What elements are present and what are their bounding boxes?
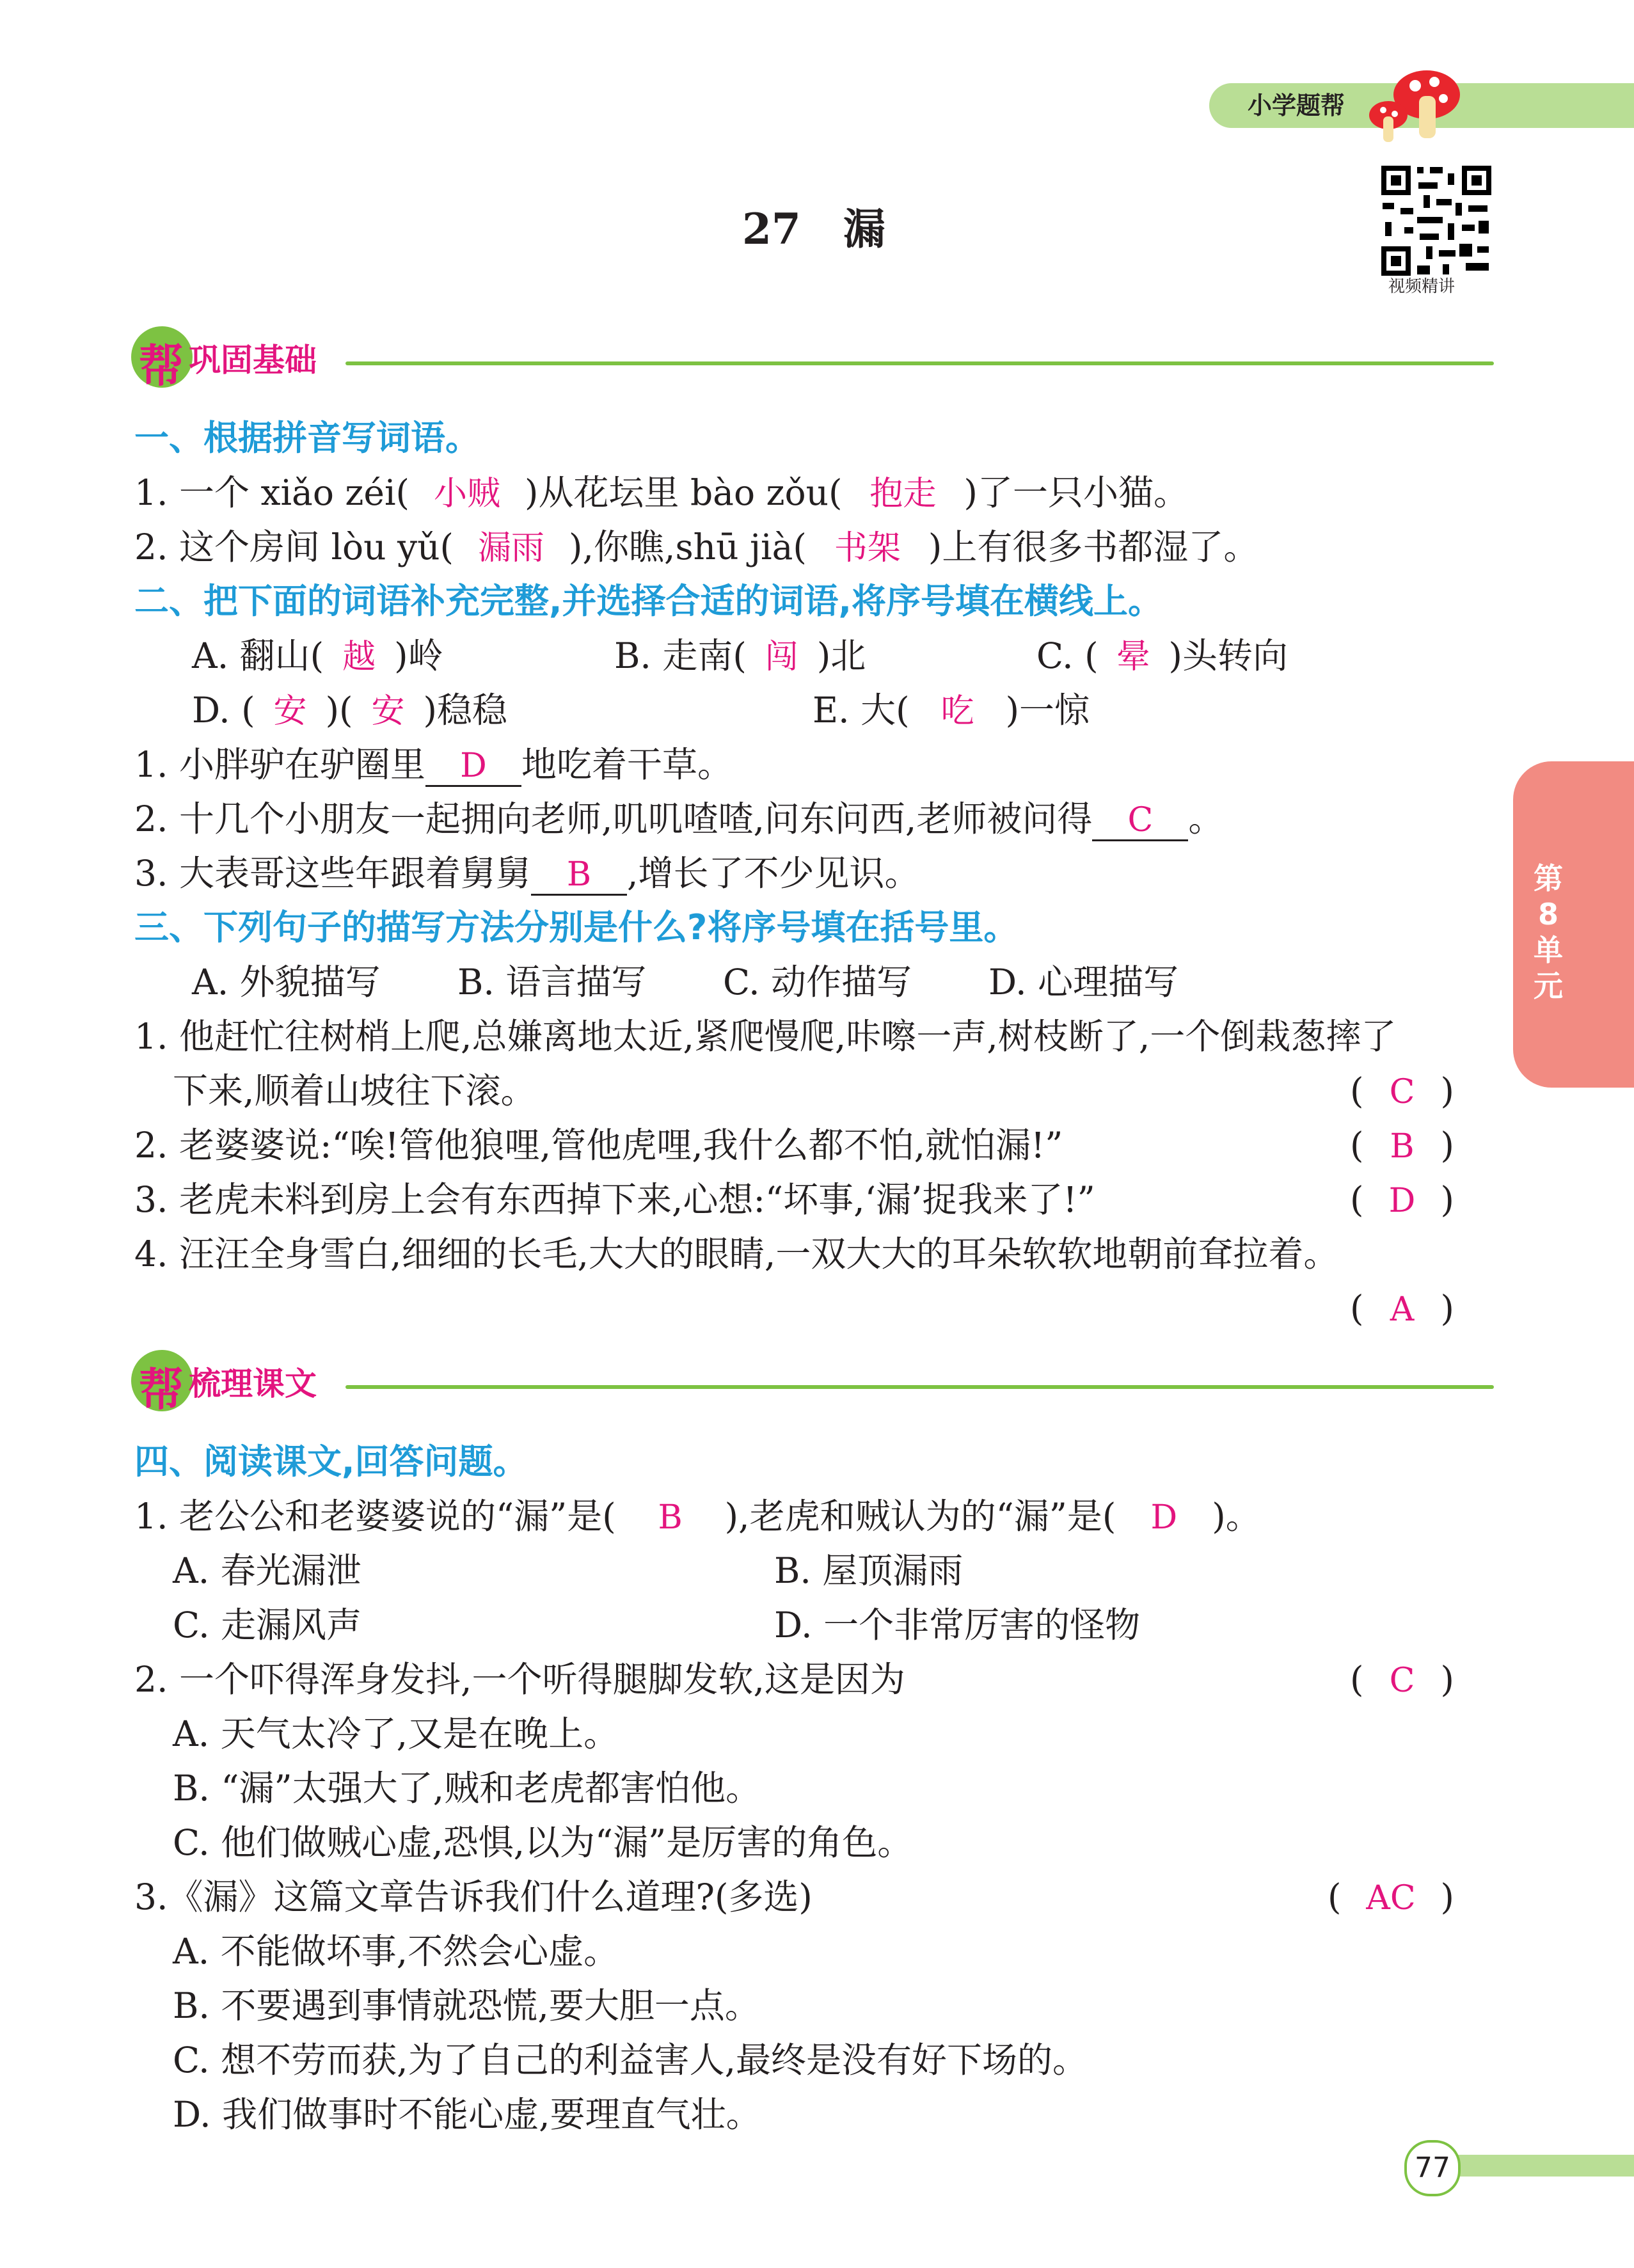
q3-option-c: C. 动作描写 xyxy=(723,962,912,1003)
q3-option-d: D. 心理描写 xyxy=(988,962,1179,1003)
answer: 晕 xyxy=(1116,638,1150,676)
page-title: 27 漏 xyxy=(742,204,885,254)
q4-1-option-c: C. 走漏风声 xyxy=(173,1605,362,1645)
q4-answer-3: ( AC ) xyxy=(1328,1875,1454,1921)
section-divider xyxy=(345,1385,1494,1389)
q2-option-c: C. ( 晕 )头转向 xyxy=(1036,633,1288,679)
answer: 安 xyxy=(371,692,405,731)
answer: D xyxy=(1388,1182,1416,1220)
q3-option-b: B. 语言描写 xyxy=(457,962,647,1003)
q4-3-option-c: C. 想不劳而获,为了自己的利益害人,最终是没有好下场的。 xyxy=(173,2040,1088,2081)
answer: A xyxy=(1390,1290,1415,1329)
answer: D xyxy=(1150,1498,1178,1537)
answer-blank: C xyxy=(1092,801,1188,841)
q3-item-1: 1. 他赶忙往树梢上爬,总嫌离地太近,紧爬慢爬,咔嚓一声,树枝断了,一个倒栽葱摔了 xyxy=(134,1016,1397,1057)
page-number: 77 xyxy=(1404,2140,1461,2196)
answer: 安 xyxy=(273,692,307,731)
q1-item-2: 2. 这个房间 lòu yǔ( 漏雨 ),你瞧,shū jià( 书架 )上有很多书都湿了。 xyxy=(134,525,1258,571)
q4-answer-2: ( C ) xyxy=(1350,1657,1454,1703)
q4-2-option-c: C. 他们做贼心虚,恐惧,以为“漏”是厉害的角色。 xyxy=(173,1822,913,1863)
section-divider xyxy=(345,361,1494,365)
q3-option-a: A. 外貌描写 xyxy=(192,962,381,1003)
section-title-review: 梳理课文 xyxy=(189,1365,317,1402)
answer: B xyxy=(658,1498,683,1537)
q2-sentence-1: 1. 小胖驴在驴圈里 D 地吃着干草。 xyxy=(134,742,733,787)
answer: 吃 xyxy=(940,692,974,731)
q4-2-option-b: B. “漏”太强大了,贼和老虎都害怕他。 xyxy=(173,1768,761,1809)
footer-bar xyxy=(1440,2155,1634,2177)
answer: 越 xyxy=(342,638,376,676)
section-badge-review: 帮 xyxy=(131,1350,193,1411)
q4-item-2: 2. 一个吓得浑身发抖,一个听得腿脚发软,这是因为 xyxy=(134,1659,905,1700)
q3-answer-1: ( C ) xyxy=(1350,1068,1454,1114)
q4-heading: 四、阅读课文,回答问题。 xyxy=(134,1441,528,1482)
q3-item-1-cont: 下来,顺着山坡往下滚。 xyxy=(173,1070,536,1111)
answer: 抱走 xyxy=(869,475,937,513)
q4-1-option-a: A. 春光漏泄 xyxy=(173,1550,361,1591)
q2-sentence-2: 2. 十几个小朋友一起拥向老师,叽叽喳喳,问东问西,老师被问得 C 。 xyxy=(134,797,1223,841)
q2-option-d: D. ( 安 )( 安 )稳稳 xyxy=(192,688,507,734)
q3-answer-2: ( B ) xyxy=(1350,1123,1454,1169)
qr-code[interactable] xyxy=(1379,163,1494,278)
q4-1-option-d: D. 一个非常厉害的怪物 xyxy=(774,1605,1141,1645)
section-title-consolidate: 巩固基础 xyxy=(189,342,317,379)
unit-tab-label: 第 8 单 元 xyxy=(1534,861,1563,1003)
answer: C xyxy=(1389,1073,1415,1111)
mushroom-logo xyxy=(1363,56,1465,146)
q3-heading: 三、下列句子的描写方法分别是什么?将序号填在括号里。 xyxy=(134,907,1019,948)
q4-item-1: 1. 老公公和老婆婆说的“漏”是( B ),老虎和贼认为的“漏”是( D )。 xyxy=(134,1494,1261,1540)
q2-sentence-3: 3. 大表哥这些年跟着舅舅 B ,增长了不少见识。 xyxy=(134,851,919,896)
answer: 漏雨 xyxy=(478,529,545,567)
q3-item-2: 2. 老婆婆说:“唉!管他狼哩,管他虎哩,我什么都不怕,就怕漏!” xyxy=(134,1125,1063,1166)
q4-3-option-b: B. 不要遇到事情就恐慌,要大胆一点。 xyxy=(173,1985,760,2026)
qr-caption: 视频精讲 xyxy=(1388,277,1456,296)
q3-answer-3: ( D ) xyxy=(1350,1177,1454,1223)
q2-option-b: B. 走南( 闯 )北 xyxy=(614,633,866,679)
q1-heading: 一、根据拼音写词语。 xyxy=(134,418,480,458)
q4-2-option-a: A. 天气太冷了,又是在晚上。 xyxy=(173,1713,619,1754)
q4-3-option-a: A. 不能做坏事,不然会心虚。 xyxy=(173,1931,619,1972)
q3-item-3: 3. 老虎未料到房上会有东西掉下来,心想:“坏事,‘漏’捉我来了!” xyxy=(134,1179,1095,1220)
q2-option-e: E. 大( 吃 )一惊 xyxy=(813,688,1090,734)
q1-item-1: 1. 一个 xiǎo zéi( 小贼 )从花坛里 bào zǒu( 抱走 )了一只小猫。 xyxy=(134,470,1189,516)
q4-1-option-b: B. 屋顶漏雨 xyxy=(774,1550,964,1591)
section-badge-consolidate: 帮 xyxy=(131,326,193,388)
q2-heading: 二、把下面的词语补充完整,并选择合适的词语,将序号填在横线上。 xyxy=(134,581,1163,621)
q3-item-4: 4. 汪汪全身雪白,细细的长毛,大大的眼睛,一双大大的耳朵软软地朝前耷拉着。 xyxy=(134,1233,1339,1274)
answer-blank: B xyxy=(531,855,627,896)
answer: B xyxy=(1390,1127,1415,1166)
answer: AC xyxy=(1366,1879,1416,1917)
answer: 小贼 xyxy=(434,475,501,513)
q2-option-a: A. 翻山( 越 )岭 xyxy=(192,633,443,679)
answer: 书架 xyxy=(834,529,901,567)
brand-label: 小学题帮 xyxy=(1248,91,1345,120)
q4-3-option-d: D. 我们做事时不能心虚,要理直气壮。 xyxy=(173,2094,761,2135)
answer-blank: D xyxy=(425,747,521,787)
answer: C xyxy=(1389,1661,1415,1700)
answer: 闯 xyxy=(765,638,798,676)
q3-answer-4: ( A ) xyxy=(1350,1286,1454,1332)
q4-item-3: 3.《漏》这篇文章告诉我们什么道理?(多选) xyxy=(134,1876,813,1917)
